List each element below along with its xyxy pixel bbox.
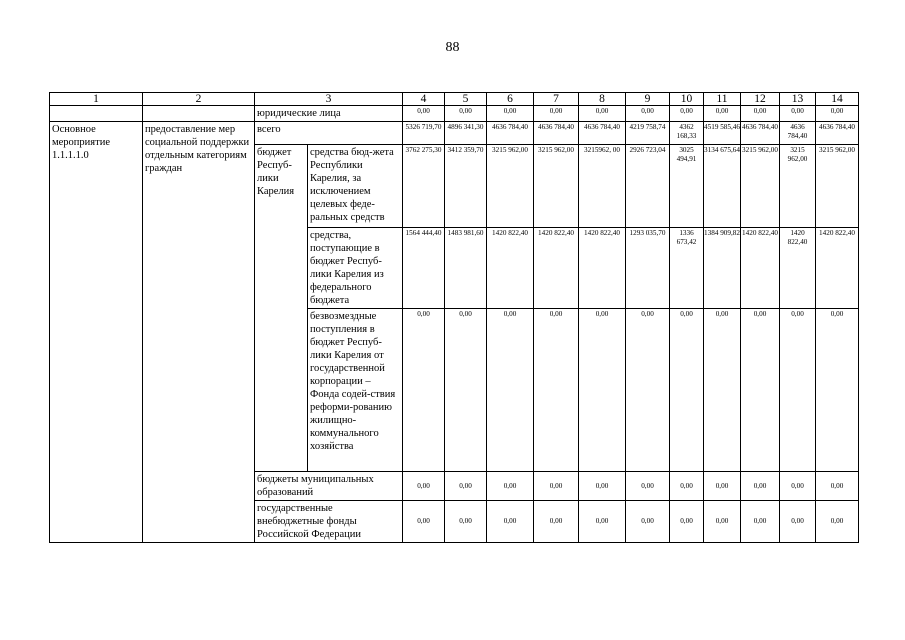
value-cell: 0,00 xyxy=(403,472,445,501)
col-header: 13 xyxy=(780,93,816,106)
col-header: 3 xyxy=(255,93,403,106)
value-cell: 0,00 xyxy=(534,501,579,543)
col-header: 10 xyxy=(670,93,704,106)
value-cell: 0,00 xyxy=(780,472,816,501)
value-cell: 0,00 xyxy=(579,309,626,472)
value-cell: 0,00 xyxy=(403,106,445,122)
value-cell: 5326 719,70 xyxy=(403,122,445,145)
value-cell: 0,00 xyxy=(741,106,780,122)
value-cell: 3025 494,91 xyxy=(670,145,704,228)
value-cell: 0,00 xyxy=(403,309,445,472)
value-cell: 4219 758,74 xyxy=(626,122,670,145)
value-cell: 4636 784,40 xyxy=(780,122,816,145)
row-label-legal-entities: юридические лица xyxy=(255,106,403,122)
value-cell: 0,00 xyxy=(534,106,579,122)
value-cell: 0,00 xyxy=(487,309,534,472)
value-cell: 0,00 xyxy=(780,309,816,472)
col-header: 4 xyxy=(403,93,445,106)
value-cell: 0,00 xyxy=(816,501,859,543)
row-label-extrabudgetary: государственные внебюджетные фонды Российской Федерации xyxy=(255,501,403,543)
value-cell: 0,00 xyxy=(704,309,741,472)
table-row xyxy=(50,122,859,145)
value-cell: 0,00 xyxy=(534,472,579,501)
value-cell: 1293 035,70 xyxy=(626,228,670,309)
value-cell: 3762 275,30 xyxy=(403,145,445,228)
col-header: 7 xyxy=(534,93,579,106)
col-header: 1 xyxy=(50,93,143,106)
col-header: 8 xyxy=(579,93,626,106)
col-header: 2 xyxy=(143,93,255,106)
value-cell: 0,00 xyxy=(445,106,487,122)
col-header: 6 xyxy=(487,93,534,106)
page-number: 88 xyxy=(445,40,460,55)
value-cell: 0,00 xyxy=(445,472,487,501)
value-cell: 3215 962,00 xyxy=(487,145,534,228)
value-cell: 0,00 xyxy=(704,501,741,543)
value-cell: 1420 822,40 xyxy=(816,228,859,309)
value-cell: 1336 673,42 xyxy=(670,228,704,309)
financing-table xyxy=(49,92,859,543)
value-cell: 0,00 xyxy=(487,472,534,501)
value-cell: 1420 822,40 xyxy=(579,228,626,309)
empty-cell xyxy=(50,106,143,122)
header-row xyxy=(50,93,859,106)
value-cell: 0,00 xyxy=(741,309,780,472)
value-cell: 0,00 xyxy=(534,309,579,472)
budget-group-label: бюджет Респуб-лики Карелия xyxy=(255,145,308,472)
row-label-regional-own: средства бюд-жета Республики Карелия, за исключением целевых феде-ральных средств xyxy=(308,145,403,228)
col-header: 14 xyxy=(816,93,859,106)
value-cell: 0,00 xyxy=(670,501,704,543)
row-label-housing-fund: безвозмездные поступления в бюджет Респуб-лики Карелия от государственной корпорации – Фонда содей-ствия реформи-рованию жилищно-коммунального хозяйства xyxy=(308,309,403,472)
value-cell: 3412 359,70 xyxy=(445,145,487,228)
value-cell: 1564 444,40 xyxy=(403,228,445,309)
value-cell: 3215 962,00 xyxy=(741,145,780,228)
value-cell: 4636 784,40 xyxy=(579,122,626,145)
row-label-federal-transfers: средства, поступающие в бюджет Респуб-лики Карелия из федерального бюджета xyxy=(308,228,403,309)
value-cell: 1483 981,60 xyxy=(445,228,487,309)
value-cell: 0,00 xyxy=(816,106,859,122)
value-cell: 0,00 xyxy=(670,472,704,501)
event-name: Основное мероприятие 1.1.1.1.0 xyxy=(50,122,143,543)
value-cell: 0,00 xyxy=(626,106,670,122)
value-cell: 0,00 xyxy=(487,501,534,543)
value-cell: 0,00 xyxy=(579,501,626,543)
value-cell: 0,00 xyxy=(403,501,445,543)
value-cell: 0,00 xyxy=(704,106,741,122)
value-cell: 0,00 xyxy=(626,472,670,501)
value-cell: 1420 822,40 xyxy=(534,228,579,309)
value-cell: 3215 962,00 xyxy=(534,145,579,228)
value-cell: 3134 675,64 xyxy=(704,145,741,228)
value-cell: 0,00 xyxy=(741,472,780,501)
event-description: предоставление мер социальной поддержки отдельным категориям граждан xyxy=(143,122,255,543)
value-cell: 1420 822,40 xyxy=(487,228,534,309)
value-cell: 0,00 xyxy=(704,472,741,501)
col-header: 9 xyxy=(626,93,670,106)
value-cell: 4636 784,40 xyxy=(534,122,579,145)
col-header: 12 xyxy=(741,93,780,106)
value-cell: 4636 784,40 xyxy=(487,122,534,145)
value-cell: 4636 784,40 xyxy=(816,122,859,145)
value-cell: 4519 585,46 xyxy=(704,122,741,145)
value-cell: 0,00 xyxy=(445,501,487,543)
value-cell: 3215 962,00 xyxy=(780,145,816,228)
row-label-municipal: бюджеты муниципальных образований xyxy=(255,472,403,501)
table-row xyxy=(50,106,859,122)
value-cell: 3215962, 00 xyxy=(579,145,626,228)
value-cell: 0,00 xyxy=(626,309,670,472)
value-cell: 4896 341,30 xyxy=(445,122,487,145)
value-cell: 4636 784,40 xyxy=(741,122,780,145)
value-cell: 3215 962,00 xyxy=(816,145,859,228)
value-cell: 1420 822,40 xyxy=(780,228,816,309)
value-cell: 0,00 xyxy=(670,309,704,472)
value-cell: 4362 168,33 xyxy=(670,122,704,145)
value-cell: 0,00 xyxy=(487,106,534,122)
value-cell: 0,00 xyxy=(741,501,780,543)
col-header: 11 xyxy=(704,93,741,106)
value-cell: 0,00 xyxy=(816,309,859,472)
value-cell: 0,00 xyxy=(445,309,487,472)
value-cell: 0,00 xyxy=(670,106,704,122)
value-cell: 0,00 xyxy=(579,106,626,122)
value-cell: 1384 909,82 xyxy=(704,228,741,309)
col-header: 5 xyxy=(445,93,487,106)
empty-cell xyxy=(143,106,255,122)
value-cell: 0,00 xyxy=(780,106,816,122)
value-cell: 0,00 xyxy=(626,501,670,543)
value-cell: 0,00 xyxy=(816,472,859,501)
value-cell: 2926 723,04 xyxy=(626,145,670,228)
row-label-total: всего xyxy=(255,122,403,145)
value-cell: 1420 822,40 xyxy=(741,228,780,309)
value-cell: 0,00 xyxy=(579,472,626,501)
value-cell: 0,00 xyxy=(780,501,816,543)
